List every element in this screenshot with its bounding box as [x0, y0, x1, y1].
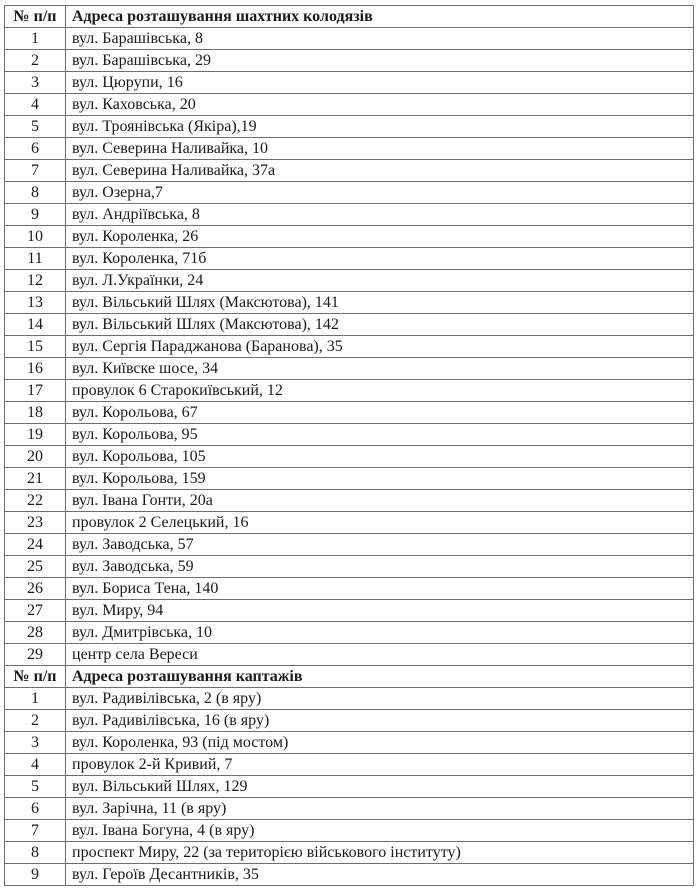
row-number: 14: [5, 314, 66, 336]
row-number: 7: [5, 820, 66, 842]
row-address: вул. Барашівська, 29: [66, 50, 694, 72]
table-row: [5, 50, 694, 72]
table-row: [5, 754, 694, 776]
row-address: вул. Івана Богуна, 4 (в яру): [66, 820, 694, 842]
table-row: [5, 864, 694, 886]
row-number: 6: [5, 798, 66, 820]
row-address: вул. Корольова, 159: [66, 468, 694, 490]
row-number: 9: [5, 204, 66, 226]
row-number: 17: [5, 380, 66, 402]
header-number: № п/п: [5, 6, 66, 28]
header-title: Адреса розташування каптажів: [66, 666, 694, 688]
table-row: [5, 94, 694, 116]
table-row: [5, 226, 694, 248]
table-row: [5, 28, 694, 50]
row-number: 24: [5, 534, 66, 556]
row-number: 16: [5, 358, 66, 380]
captages-header-row: [5, 666, 694, 688]
table-row: [5, 732, 694, 754]
wells-header-row: [5, 6, 694, 28]
row-number: 23: [5, 512, 66, 534]
row-number: 5: [5, 116, 66, 138]
row-number: 1: [5, 28, 66, 50]
row-number: 9: [5, 864, 66, 886]
row-number: 11: [5, 248, 66, 270]
row-number: 21: [5, 468, 66, 490]
table-row: [5, 270, 694, 292]
table-row: [5, 160, 694, 182]
row-address: вул. Корольова, 105: [66, 446, 694, 468]
table-row: [5, 578, 694, 600]
table-row: [5, 204, 694, 226]
table-row: [5, 710, 694, 732]
table-row: [5, 314, 694, 336]
table-row: [5, 600, 694, 622]
row-address: вул. Барашівська, 8: [66, 28, 694, 50]
row-address: вул. Вільський Шлях (Максютова), 141: [66, 292, 694, 314]
row-number: 7: [5, 160, 66, 182]
table-row: [5, 534, 694, 556]
table-row: [5, 292, 694, 314]
row-address: вул. Київске шосе, 34: [66, 358, 694, 380]
table-row: [5, 556, 694, 578]
row-address: вул. Вільський Шлях, 129: [66, 776, 694, 798]
row-number: 22: [5, 490, 66, 512]
table-row: [5, 424, 694, 446]
table-row: [5, 380, 694, 402]
document-page: [4, 5, 694, 886]
row-address: провулок 6 Старокиївський, 12: [66, 380, 694, 402]
row-address: центр села Вереси: [66, 644, 694, 666]
table-row: [5, 358, 694, 380]
row-number: 29: [5, 644, 66, 666]
row-address: вул. Цюрупи, 16: [66, 72, 694, 94]
row-number: 15: [5, 336, 66, 358]
row-number: 13: [5, 292, 66, 314]
table-row: [5, 138, 694, 160]
table-row: [5, 842, 694, 864]
row-number: 19: [5, 424, 66, 446]
row-number: 25: [5, 556, 66, 578]
row-address: вул. Корольова, 67: [66, 402, 694, 424]
table-row: [5, 512, 694, 534]
row-address: вул. Вільський Шлях (Максютова), 142: [66, 314, 694, 336]
row-number: 1: [5, 688, 66, 710]
row-number: 12: [5, 270, 66, 292]
row-number: 28: [5, 622, 66, 644]
row-address: вул. Радивілівська, 2 (в яру): [66, 688, 694, 710]
table-row: [5, 798, 694, 820]
row-number: 3: [5, 72, 66, 94]
row-number: 27: [5, 600, 66, 622]
table-row: [5, 776, 694, 798]
table-row: [5, 182, 694, 204]
row-address: вул. Короленка, 26: [66, 226, 694, 248]
table-row: [5, 468, 694, 490]
row-address: вул. Сергія Параджанова (Баранова), 35: [66, 336, 694, 358]
row-address: вул. Дмитрівська, 10: [66, 622, 694, 644]
row-address: вул. Героїв Десантників, 35: [66, 864, 694, 886]
row-number: 6: [5, 138, 66, 160]
row-address: провулок 2-й Кривий, 7: [66, 754, 694, 776]
row-number: 5: [5, 776, 66, 798]
row-address: вул. Короленка, 93 (під мостом): [66, 732, 694, 754]
table-row: [5, 248, 694, 270]
row-number: 20: [5, 446, 66, 468]
row-number: 8: [5, 842, 66, 864]
table-row: [5, 72, 694, 94]
row-address: вул. Озерна,7: [66, 182, 694, 204]
row-number: 3: [5, 732, 66, 754]
row-number: 18: [5, 402, 66, 424]
table-row: [5, 446, 694, 468]
row-number: 4: [5, 94, 66, 116]
table-row: [5, 336, 694, 358]
row-address: вул. Івана Гонти, 20а: [66, 490, 694, 512]
row-number: 2: [5, 50, 66, 72]
row-address: вул. Корольова, 95: [66, 424, 694, 446]
row-number: 26: [5, 578, 66, 600]
addresses-table: [4, 5, 694, 886]
row-address: вул. Радивілівська, 16 (в яру): [66, 710, 694, 732]
row-address: вул. Короленка, 71б: [66, 248, 694, 270]
row-address: провулок 2 Селецький, 16: [66, 512, 694, 534]
row-address: вул. Л.Українки, 24: [66, 270, 694, 292]
row-number: 8: [5, 182, 66, 204]
row-address: вул. Зарічна, 11 (в яру): [66, 798, 694, 820]
row-address: вул. Каховська, 20: [66, 94, 694, 116]
row-address: вул. Заводська, 57: [66, 534, 694, 556]
row-address: вул. Миру, 94: [66, 600, 694, 622]
row-address: вул. Северина Наливайка, 37а: [66, 160, 694, 182]
row-address: проспект Миру, 22 (за територією військового інституту): [66, 842, 694, 864]
table-row: [5, 644, 694, 666]
row-number: 4: [5, 754, 66, 776]
row-address: вул. Заводська, 59: [66, 556, 694, 578]
row-number: 2: [5, 710, 66, 732]
row-address: вул. Троянівська (Якіра),19: [66, 116, 694, 138]
table-row: [5, 490, 694, 512]
table-row: [5, 820, 694, 842]
header-title: Адреса розташування шахтних колодязів: [66, 6, 694, 28]
header-number: № п/п: [5, 666, 66, 688]
row-address: вул. Андріївська, 8: [66, 204, 694, 226]
row-number: 10: [5, 226, 66, 248]
row-address: вул. Северина Наливайка, 10: [66, 138, 694, 160]
row-address: вул. Бориса Тена, 140: [66, 578, 694, 600]
table-row: [5, 688, 694, 710]
table-row: [5, 622, 694, 644]
table-row: [5, 402, 694, 424]
table-row: [5, 116, 694, 138]
